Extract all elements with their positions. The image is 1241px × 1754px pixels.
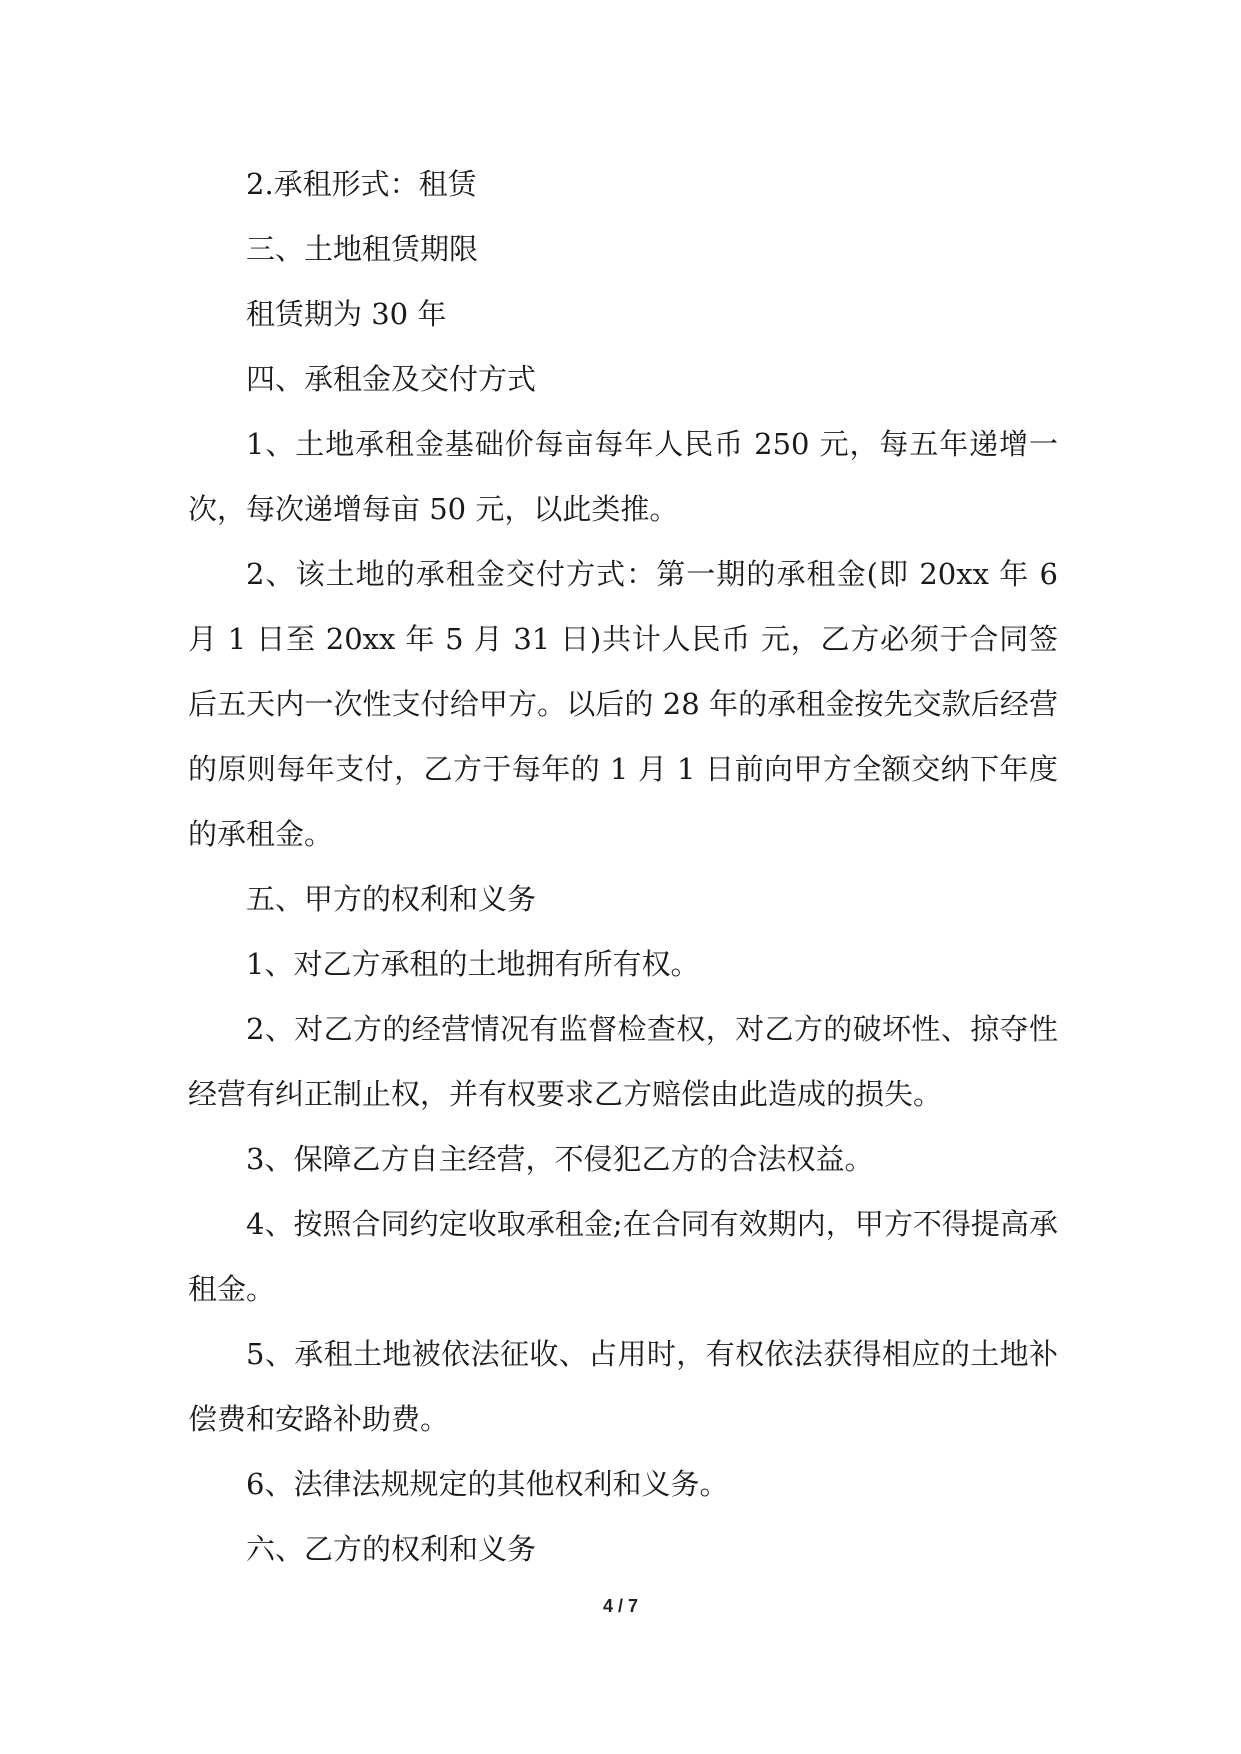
paragraph-rent-base-price: 1、土地承租金基础价每亩每年人民币 250 元，每五年递增一次，每次递增每亩 50 元，以此类推。 [188, 427, 1058, 526]
heading-party-a-rights: 五、甲方的权利和义务 [246, 882, 537, 916]
paragraph-party-a-right-6: 6、法律法规规定的其他权利和义务。 [246, 1467, 729, 1501]
paragraph-lease-period: 租赁期为 30 年 [246, 297, 447, 331]
heading-party-b-rights: 六、乙方的权利和义务 [246, 1532, 537, 1566]
document-body [188, 152, 1058, 1582]
paragraph-party-a-right-2: 2、对乙方的经营情况有监督检查权，对乙方的破坏性、掠夺性经营有纠正制止权，并有权要求乙方赔偿由此造成的损失。 [188, 1012, 1058, 1111]
paragraph-party-a-right-3: 3、保障乙方自主经营，不侵犯乙方的合法权益。 [246, 1142, 874, 1176]
page-number: 4 / 7 [602, 1596, 639, 1616]
paragraph-party-a-right-5: 5、承租土地被依法征收、占用时，有权依法获得相应的土地补偿费和安路补助费。 [188, 1337, 1058, 1436]
heading-rent-payment: 四、承租金及交付方式 [246, 362, 537, 396]
paragraph-rent-form: 2.承租形式：租赁 [246, 167, 477, 201]
paragraph-party-a-right-4: 4、按照合同约定收取承租金;在合同有效期内，甲方不得提高承租金。 [188, 1207, 1058, 1306]
paragraph-party-a-right-1: 1、对乙方承租的土地拥有所有权。 [246, 947, 700, 981]
paragraph-rent-payment-method: 2、该土地的承租金交付方式：第一期的承租金(即 20xx 年 6 月 1 日至 20xx 年 5 月 31 日)共计人民币 元，乙方必须于合同签后五天内一次性支付给甲方。以后的 28 年的承租金按先交款后经营的原则每年支付，乙方于每年的 1 月 1 日前向甲方全额交纳下年度的承租金。 [188, 557, 1058, 851]
heading-lease-term: 三、土地租赁期限 [246, 232, 479, 266]
